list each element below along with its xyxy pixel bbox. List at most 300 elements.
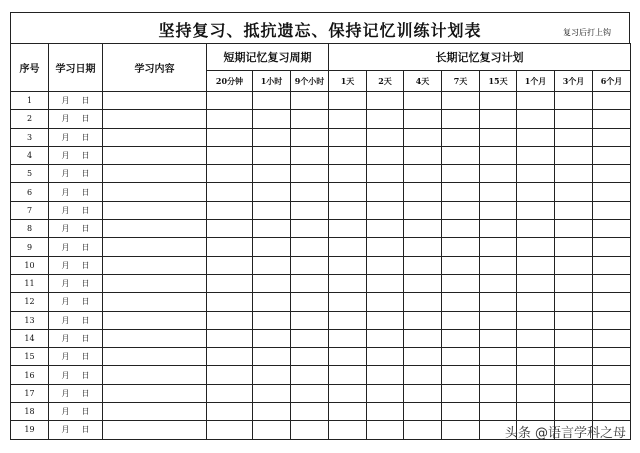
table-row [11,165,631,183]
review-check-cell[interactable] [207,311,253,329]
review-check-cell[interactable] [207,92,253,110]
review-check-cell[interactable] [555,311,593,329]
review-check-cell[interactable] [367,329,404,347]
review-check-cell[interactable] [207,201,253,219]
review-check-cell[interactable] [442,183,480,201]
review-check-cell[interactable] [404,183,442,201]
review-check-cell[interactable] [329,165,367,183]
date-cell[interactable] [49,92,103,110]
review-check-cell[interactable] [517,384,555,402]
review-check-cell[interactable] [207,220,253,238]
table-row [11,366,631,384]
month-label: 月 [61,352,70,362]
review-check-cell[interactable] [404,348,442,366]
review-check-cell[interactable] [404,293,442,311]
review-check-cell[interactable] [555,238,593,256]
table-row [11,256,631,274]
review-check-cell[interactable] [253,92,291,110]
date-cell[interactable] [49,311,103,329]
table-row [11,92,631,110]
review-check-cell[interactable] [442,311,480,329]
review-check-cell[interactable] [480,201,517,219]
review-check-cell[interactable] [442,146,480,164]
review-check-cell[interactable] [480,183,517,201]
review-check-cell[interactable] [253,384,291,402]
review-check-cell[interactable] [291,384,329,402]
review-check-cell[interactable] [291,92,329,110]
review-check-cell[interactable] [555,128,593,146]
review-check-cell[interactable] [442,256,480,274]
review-check-cell[interactable] [329,256,367,274]
date-cell[interactable] [49,220,103,238]
review-check-cell[interactable] [367,366,404,384]
review-check-cell[interactable] [517,110,555,128]
month-label: 月 [61,407,70,417]
review-check-cell[interactable] [329,92,367,110]
month-label: 月 [61,205,70,215]
content-cell[interactable] [103,274,207,292]
review-check-cell[interactable] [291,128,329,146]
date-cell[interactable] [49,256,103,274]
review-check-cell[interactable] [404,384,442,402]
date-cell[interactable] [49,421,103,439]
review-check-cell[interactable] [207,256,253,274]
review-check-cell[interactable] [442,329,480,347]
content-cell[interactable] [103,329,207,347]
review-check-cell[interactable] [253,366,291,384]
review-check-cell[interactable] [329,384,367,402]
review-check-cell[interactable] [329,220,367,238]
review-check-cell[interactable] [442,421,480,439]
review-check-cell[interactable] [593,220,631,238]
review-check-cell[interactable] [291,293,329,311]
review-check-cell[interactable] [593,165,631,183]
review-check-cell[interactable] [253,348,291,366]
review-check-cell[interactable] [517,348,555,366]
review-check-cell[interactable] [291,311,329,329]
review-check-cell[interactable] [404,110,442,128]
review-check-cell[interactable] [555,329,593,347]
review-check-cell[interactable] [593,293,631,311]
col-header-long-term-5: 1个月 [517,71,555,92]
review-check-cell[interactable] [517,128,555,146]
content-cell[interactable] [103,92,207,110]
review-check-cell[interactable] [367,421,404,439]
review-check-cell[interactable] [480,384,517,402]
review-check-cell[interactable] [555,220,593,238]
day-label: 日 [81,370,90,380]
date-cell[interactable] [49,128,103,146]
row-index: 13 [11,311,49,329]
review-check-cell[interactable] [207,183,253,201]
review-check-cell[interactable] [367,220,404,238]
review-check-cell[interactable] [329,201,367,219]
review-check-cell[interactable] [329,238,367,256]
title-bar [10,12,630,43]
review-check-cell[interactable] [367,403,404,421]
review-check-cell[interactable] [367,146,404,164]
day-label: 日 [81,315,90,325]
review-check-cell[interactable] [555,201,593,219]
review-check-cell[interactable] [207,238,253,256]
date-cell[interactable] [49,201,103,219]
row-index: 1 [11,92,49,110]
content-cell[interactable] [103,201,207,219]
content-cell[interactable] [103,165,207,183]
review-check-cell[interactable] [442,220,480,238]
date-cell[interactable] [49,183,103,201]
col-header-short-term-1: 1小时 [253,71,291,92]
month-label: 月 [61,151,70,161]
review-check-cell[interactable] [253,403,291,421]
review-check-cell[interactable] [367,348,404,366]
review-check-cell[interactable] [291,256,329,274]
review-check-cell[interactable] [555,348,593,366]
review-check-cell[interactable] [253,421,291,439]
review-check-cell[interactable] [367,274,404,292]
day-label: 日 [81,224,90,234]
review-check-cell[interactable] [291,220,329,238]
review-check-cell[interactable] [480,92,517,110]
review-check-cell[interactable] [517,366,555,384]
review-check-cell[interactable] [207,329,253,347]
review-check-cell[interactable] [253,183,291,201]
review-check-cell[interactable] [480,110,517,128]
review-check-cell[interactable] [480,311,517,329]
row-index: 5 [11,165,49,183]
date-cell[interactable] [49,293,103,311]
table-row [11,293,631,311]
content-cell[interactable] [103,256,207,274]
row-index: 7 [11,201,49,219]
review-check-cell[interactable] [367,256,404,274]
review-check-cell[interactable] [593,201,631,219]
review-check-cell[interactable] [329,366,367,384]
month-label: 月 [61,425,70,435]
review-check-cell[interactable] [329,183,367,201]
review-check-cell[interactable] [593,238,631,256]
review-check-cell[interactable] [253,220,291,238]
review-check-cell[interactable] [207,348,253,366]
review-check-cell[interactable] [367,311,404,329]
review-check-cell[interactable] [291,403,329,421]
review-check-cell[interactable] [442,201,480,219]
review-check-cell[interactable] [291,110,329,128]
review-check-cell[interactable] [329,274,367,292]
review-check-cell[interactable] [207,366,253,384]
date-cell[interactable] [49,146,103,164]
review-check-cell[interactable] [404,238,442,256]
review-check-cell[interactable] [593,92,631,110]
review-check-cell[interactable] [367,201,404,219]
day-label: 日 [81,132,90,142]
review-check-cell[interactable] [291,201,329,219]
review-check-cell[interactable] [442,348,480,366]
review-check-cell[interactable] [593,110,631,128]
review-check-cell[interactable] [329,403,367,421]
review-check-cell[interactable] [253,238,291,256]
review-check-cell[interactable] [404,403,442,421]
review-check-cell[interactable] [404,201,442,219]
content-cell[interactable] [103,238,207,256]
review-check-cell[interactable] [517,329,555,347]
content-cell[interactable] [103,348,207,366]
review-check-cell[interactable] [329,421,367,439]
review-check-cell[interactable] [442,128,480,146]
table-row [11,274,631,292]
content-cell[interactable] [103,220,207,238]
review-check-cell[interactable] [555,384,593,402]
review-check-cell[interactable] [367,128,404,146]
day-label: 日 [81,297,90,307]
content-cell[interactable] [103,183,207,201]
review-check-cell[interactable] [442,274,480,292]
review-check-cell[interactable] [404,311,442,329]
day-label: 日 [81,151,90,161]
review-check-cell[interactable] [442,366,480,384]
date-cell[interactable] [49,238,103,256]
review-check-cell[interactable] [593,366,631,384]
review-check-cell[interactable] [367,183,404,201]
review-check-cell[interactable] [517,220,555,238]
review-check-cell[interactable] [442,92,480,110]
review-check-cell[interactable] [404,421,442,439]
review-check-cell[interactable] [517,403,555,421]
review-check-cell[interactable] [555,256,593,274]
row-index: 12 [11,293,49,311]
review-check-cell[interactable] [253,165,291,183]
review-check-cell[interactable] [253,274,291,292]
content-cell[interactable] [103,366,207,384]
review-check-cell[interactable] [517,165,555,183]
review-check-cell[interactable] [291,165,329,183]
review-check-cell[interactable] [480,238,517,256]
review-check-cell[interactable] [207,274,253,292]
date-cell[interactable] [49,110,103,128]
table-row [11,384,631,402]
review-check-cell[interactable] [253,256,291,274]
review-check-cell[interactable] [555,366,593,384]
review-check-cell[interactable] [207,128,253,146]
review-check-cell[interactable] [555,110,593,128]
row-index: 16 [11,366,49,384]
review-check-cell[interactable] [367,238,404,256]
review-check-cell[interactable] [555,165,593,183]
review-check-cell[interactable] [404,274,442,292]
review-check-cell[interactable] [253,146,291,164]
review-check-cell[interactable] [329,128,367,146]
review-check-cell[interactable] [593,348,631,366]
review-check-cell[interactable] [480,274,517,292]
month-label: 月 [61,370,70,380]
content-cell[interactable] [103,403,207,421]
review-check-cell[interactable] [480,146,517,164]
content-cell[interactable] [103,311,207,329]
review-check-cell[interactable] [517,146,555,164]
review-check-cell[interactable] [253,128,291,146]
date-cell[interactable] [49,403,103,421]
row-index: 17 [11,384,49,402]
review-check-cell[interactable] [207,293,253,311]
content-cell[interactable] [103,128,207,146]
review-check-cell[interactable] [480,366,517,384]
review-check-cell[interactable] [291,348,329,366]
review-check-cell[interactable] [367,110,404,128]
review-check-cell[interactable] [593,256,631,274]
date-cell[interactable] [49,384,103,402]
review-check-cell[interactable] [329,146,367,164]
review-check-cell[interactable] [404,366,442,384]
review-check-cell[interactable] [404,329,442,347]
review-check-cell[interactable] [442,293,480,311]
review-check-cell[interactable] [480,403,517,421]
review-check-cell[interactable] [480,165,517,183]
review-check-cell[interactable] [367,293,404,311]
review-check-cell[interactable] [593,311,631,329]
review-check-cell[interactable] [593,384,631,402]
review-check-cell[interactable] [291,329,329,347]
month-label: 月 [61,224,70,234]
review-check-cell[interactable] [517,274,555,292]
review-check-cell[interactable] [442,165,480,183]
month-label: 月 [61,315,70,325]
review-check-cell[interactable] [329,293,367,311]
review-check-cell[interactable] [291,238,329,256]
date-cell[interactable] [49,366,103,384]
day-label: 日 [81,334,90,343]
row-index: 14 [11,329,49,347]
review-check-cell[interactable] [555,183,593,201]
review-check-cell[interactable] [442,403,480,421]
content-cell[interactable] [103,421,207,439]
review-check-cell[interactable] [517,256,555,274]
date-cell[interactable] [49,165,103,183]
review-check-cell[interactable] [404,256,442,274]
review-check-cell[interactable] [593,183,631,201]
content-cell[interactable] [103,110,207,128]
review-check-cell[interactable] [291,421,329,439]
review-check-cell[interactable] [207,165,253,183]
review-check-cell[interactable] [404,220,442,238]
col-header-index: 序号 [11,44,49,92]
review-check-cell[interactable] [291,183,329,201]
content-cell[interactable] [103,146,207,164]
review-check-cell[interactable] [517,201,555,219]
page-title: 坚持复习、抵抗遗忘、保持记忆训练计划表 [158,21,482,40]
review-check-cell[interactable] [517,238,555,256]
table-row [11,238,631,256]
review-check-cell[interactable] [207,110,253,128]
review-check-cell[interactable] [517,311,555,329]
review-check-cell[interactable] [291,146,329,164]
review-check-cell[interactable] [442,238,480,256]
review-check-cell[interactable] [207,421,253,439]
col-header-long-term-4: 15天 [480,71,517,92]
review-check-cell[interactable] [480,256,517,274]
row-index: 11 [11,274,49,292]
review-check-cell[interactable] [207,146,253,164]
review-check-cell[interactable] [480,220,517,238]
row-index: 10 [11,256,49,274]
review-check-cell[interactable] [555,403,593,421]
review-check-cell[interactable] [517,183,555,201]
review-check-cell[interactable] [480,329,517,347]
review-check-cell[interactable] [555,92,593,110]
review-check-cell[interactable] [593,274,631,292]
review-check-cell[interactable] [367,165,404,183]
watermark: 头条 @语言学科之母 [504,426,626,441]
review-check-cell[interactable] [253,293,291,311]
date-cell[interactable] [49,329,103,347]
day-label: 日 [81,352,90,362]
table-row [11,348,631,366]
review-check-cell[interactable] [253,329,291,347]
review-check-cell[interactable] [404,146,442,164]
col-header-short-term-2: 9个小时 [291,71,329,92]
review-check-cell[interactable] [593,128,631,146]
day-label: 日 [81,205,90,215]
review-check-cell[interactable] [207,384,253,402]
review-check-cell[interactable] [329,110,367,128]
review-check-cell[interactable] [291,366,329,384]
col-header-long-term-0: 1天 [329,71,367,92]
review-check-cell[interactable] [480,293,517,311]
table-row [11,403,631,421]
review-check-cell[interactable] [593,146,631,164]
review-check-cell[interactable] [442,384,480,402]
content-cell[interactable] [103,293,207,311]
day-label: 日 [81,407,90,417]
review-check-cell[interactable] [367,384,404,402]
review-check-cell[interactable] [253,311,291,329]
review-check-cell[interactable] [555,293,593,311]
col-header-short-term-0: 20分钟 [207,71,253,92]
review-check-cell[interactable] [367,92,404,110]
col-header-long-term-3: 7天 [442,71,480,92]
review-check-cell[interactable] [291,274,329,292]
review-check-cell[interactable] [555,274,593,292]
review-check-cell[interactable] [329,348,367,366]
review-check-cell[interactable] [329,329,367,347]
month-label: 月 [61,242,70,252]
review-check-cell[interactable] [480,128,517,146]
review-check-cell[interactable] [517,293,555,311]
review-check-cell[interactable] [593,403,631,421]
review-check-cell[interactable] [555,146,593,164]
month-label: 月 [61,260,70,270]
row-index: 18 [11,403,49,421]
date-cell[interactable] [49,348,103,366]
review-check-cell[interactable] [253,201,291,219]
content-cell[interactable] [103,384,207,402]
review-check-cell[interactable] [207,403,253,421]
review-check-cell[interactable] [480,348,517,366]
date-cell[interactable] [49,274,103,292]
day-label: 日 [81,279,90,289]
review-check-cell[interactable] [404,165,442,183]
review-check-cell[interactable] [593,329,631,347]
day-label: 日 [81,114,90,124]
review-check-cell[interactable] [404,128,442,146]
review-check-cell[interactable] [442,110,480,128]
day-label: 日 [81,260,90,270]
review-check-cell[interactable] [404,92,442,110]
month-label: 月 [61,132,70,142]
review-check-cell[interactable] [329,311,367,329]
review-check-cell[interactable] [517,92,555,110]
month-label: 月 [61,279,70,289]
review-check-cell[interactable] [253,110,291,128]
